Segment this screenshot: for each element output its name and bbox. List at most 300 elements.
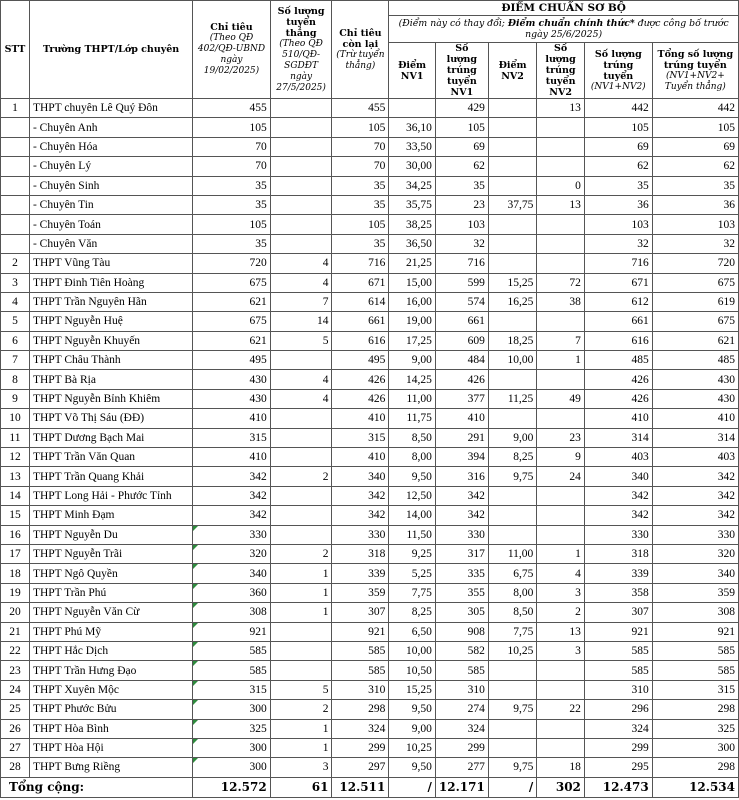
cell-nv12-count: 324 — [584, 719, 652, 738]
header-group-title: ĐIỂM CHUẨN SƠ BỘ — [389, 1, 739, 16]
cell-nv2-count: 0 — [537, 176, 585, 195]
cell-remain: 585 — [332, 641, 389, 660]
cell-quota: 675 — [193, 312, 270, 331]
cell-nv2-count — [537, 118, 585, 137]
cell-nv2-count — [537, 661, 585, 680]
cell-remain: 614 — [332, 292, 389, 311]
cell-remain: 298 — [332, 700, 389, 719]
cell-school-name: THPT Nguyễn Du — [29, 525, 192, 544]
cell-remain: 410 — [332, 409, 389, 428]
table-row — [1, 738, 739, 757]
cell-nv2-score: 7,75 — [488, 622, 536, 641]
cell-nv2-score — [488, 661, 536, 680]
cell-nv1-score: 9,50 — [389, 700, 436, 719]
cell-direct — [270, 661, 332, 680]
totals-direct: 61 — [270, 777, 332, 797]
cell-nv2-score — [488, 137, 536, 156]
cell-stt: 16 — [1, 525, 30, 544]
cell-school-name: - Chuyên Lý — [29, 157, 192, 176]
cell-school-name: THPT Dương Bạch Mai — [29, 428, 192, 447]
cell-direct: 7 — [270, 292, 332, 311]
cell-remain: 70 — [332, 137, 389, 156]
cell-nv2-score: 11,25 — [488, 389, 536, 408]
table-row — [1, 544, 739, 563]
cell-total-count: 675 — [652, 273, 738, 292]
cell-nv1-count: 310 — [435, 680, 488, 699]
cell-direct: 4 — [270, 254, 332, 273]
cell-total-count: 342 — [652, 486, 738, 505]
cell-nv12-count: 69 — [584, 137, 652, 156]
cell-direct: 4 — [270, 389, 332, 408]
cell-quota: 300 — [193, 700, 270, 719]
cell-nv2-count — [537, 234, 585, 253]
cell-school-name: THPT Trần Phú — [29, 583, 192, 602]
cell-nv2-score: 6,75 — [488, 564, 536, 583]
cell-nv1-count: 299 — [435, 738, 488, 757]
cell-nv12-count: 296 — [584, 700, 652, 719]
cell-direct: 2 — [270, 467, 332, 486]
cell-nv2-score: 16,25 — [488, 292, 536, 311]
table-row — [1, 680, 739, 699]
cell-stt — [1, 118, 30, 137]
table-row — [1, 370, 739, 389]
cell-nv1-count: 599 — [435, 273, 488, 292]
cell-remain: 410 — [332, 448, 389, 467]
cell-school-name: THPT Long Hải - Phước Tỉnh — [29, 486, 192, 505]
cell-school-name: THPT Trần Quang Khải — [29, 467, 192, 486]
cell-stt: 8 — [1, 370, 30, 389]
cell-direct — [270, 195, 332, 214]
cell-nv2-score — [488, 254, 536, 273]
note-suffix: được công bố trước ngày 25/6/2025) — [525, 18, 729, 40]
cell-nv1-score: 6,50 — [389, 622, 436, 641]
cell-nv2-count: 2 — [537, 603, 585, 622]
cell-nv12-count: 585 — [584, 641, 652, 660]
cell-remain: 359 — [332, 583, 389, 602]
cell-nv1-score: 35,75 — [389, 195, 436, 214]
cell-nv1-score: 34,25 — [389, 176, 436, 195]
cell-quota: 921 — [193, 622, 270, 641]
table-row — [1, 292, 739, 311]
table-row — [1, 428, 739, 447]
cell-direct: 2 — [270, 544, 332, 563]
cell-quota: 315 — [193, 680, 270, 699]
cell-total-count: 359 — [652, 583, 738, 602]
cell-nv1-score: 15,25 — [389, 680, 436, 699]
cell-quota: 35 — [193, 176, 270, 195]
cell-remain: 716 — [332, 254, 389, 273]
cell-nv2-count: 18 — [537, 758, 585, 777]
cell-nv2-score — [488, 486, 536, 505]
cell-nv1-count: 32 — [435, 234, 488, 253]
cell-school-name: THPT Ngô Quyền — [29, 564, 192, 583]
cell-nv2-count: 7 — [537, 331, 585, 350]
header-nv2-score: Điểm NV2 — [488, 43, 536, 99]
cell-quota: 35 — [193, 234, 270, 253]
totals-nv1c: 12.171 — [435, 777, 488, 797]
cell-nv2-score — [488, 312, 536, 331]
cell-school-name: THPT Trần Hưng Đạo — [29, 661, 192, 680]
header-quota-title: Chỉ tiêu — [210, 22, 253, 33]
cell-stt: 2 — [1, 254, 30, 273]
cell-direct — [270, 99, 332, 118]
cell-direct: 14 — [270, 312, 332, 331]
cell-school-name: THPT Phước Bửu — [29, 700, 192, 719]
cell-nv12-count: 671 — [584, 273, 652, 292]
cell-nv1-score: 9,50 — [389, 467, 436, 486]
cell-total-count: 298 — [652, 758, 738, 777]
table-row — [1, 603, 739, 622]
cell-school-name: THPT Nguyễn Huệ — [29, 312, 192, 331]
cell-direct: 4 — [270, 273, 332, 292]
cell-nv1-count: 410 — [435, 409, 488, 428]
cell-nv1-count: 582 — [435, 641, 488, 660]
cell-total-count: 36 — [652, 195, 738, 214]
cell-nv12-count: 442 — [584, 99, 652, 118]
cell-nv1-score: 12,50 — [389, 486, 436, 505]
cell-nv12-count: 318 — [584, 544, 652, 563]
cell-nv2-score — [488, 370, 536, 389]
cell-total-count: 32 — [652, 234, 738, 253]
cell-direct — [270, 448, 332, 467]
cell-total-count: 62 — [652, 157, 738, 176]
cell-nv1-score: 16,00 — [389, 292, 436, 311]
cell-nv1-score: 10,50 — [389, 661, 436, 680]
totals-row — [1, 777, 739, 797]
cell-direct: 1 — [270, 583, 332, 602]
cell-nv1-count: 277 — [435, 758, 488, 777]
cell-nv1-score: 8,25 — [389, 603, 436, 622]
cell-nv12-count: 340 — [584, 467, 652, 486]
cell-nv2-score: 9,75 — [488, 700, 536, 719]
cell-quota: 495 — [193, 351, 270, 370]
cell-quota: 70 — [193, 137, 270, 156]
header-total-sub: (NV1+NV2+ Tuyển thẳng) — [664, 70, 726, 92]
cell-quota: 325 — [193, 719, 270, 738]
cell-total-count: 675 — [652, 312, 738, 331]
table-row — [1, 700, 739, 719]
cell-school-name: THPT Minh Đạm — [29, 506, 192, 525]
cell-school-name: THPT Bưng Riềng — [29, 758, 192, 777]
cell-nv12-count: 295 — [584, 758, 652, 777]
cell-quota: 720 — [193, 254, 270, 273]
cell-remain: 585 — [332, 661, 389, 680]
cell-nv2-count — [537, 370, 585, 389]
cell-nv2-score — [488, 176, 536, 195]
cell-direct — [270, 622, 332, 641]
cell-nv1-count: 274 — [435, 700, 488, 719]
header-direct-sub: (Theo QĐ 510/QĐ-SGDĐT ngày 27/5/2025) — [276, 38, 326, 93]
header-nv1-count: Số lượng trúng tuyển NV1 — [435, 43, 488, 99]
cell-nv12-count: 307 — [584, 603, 652, 622]
cell-remain: 426 — [332, 370, 389, 389]
header-remain-title: Chỉ tiêu còn lại — [339, 27, 382, 50]
header-remain-sub: (Trừ tuyển thẳng) — [336, 49, 385, 71]
cell-nv1-count: 426 — [435, 370, 488, 389]
cell-nv1-score: 5,25 — [389, 564, 436, 583]
cell-nv12-count: 35 — [584, 176, 652, 195]
cell-nv1-count: 23 — [435, 195, 488, 214]
table-row — [1, 409, 739, 428]
cell-total-count: 35 — [652, 176, 738, 195]
table-row — [1, 486, 739, 505]
cell-quota: 360 — [193, 583, 270, 602]
cell-nv1-score: 11,75 — [389, 409, 436, 428]
cell-total-count: 621 — [652, 331, 738, 350]
table-row — [1, 157, 739, 176]
table-row — [1, 312, 739, 331]
cell-total-count: 442 — [652, 99, 738, 118]
cell-direct — [270, 137, 332, 156]
cell-stt: 23 — [1, 661, 30, 680]
table-row — [1, 195, 739, 214]
cell-total-count: 308 — [652, 603, 738, 622]
cell-nv12-count: 330 — [584, 525, 652, 544]
cell-quota: 70 — [193, 157, 270, 176]
cell-total-count: 485 — [652, 351, 738, 370]
cell-remain: 671 — [332, 273, 389, 292]
cell-nv1-count: 324 — [435, 719, 488, 738]
cell-direct: 2 — [270, 700, 332, 719]
cell-quota: 430 — [193, 370, 270, 389]
cell-nv2-score — [488, 118, 536, 137]
table-row — [1, 273, 739, 292]
cell-remain: 297 — [332, 758, 389, 777]
cell-nv2-score — [488, 738, 536, 757]
cell-total-count: 314 — [652, 428, 738, 447]
cell-nv2-score — [488, 99, 536, 118]
cell-nv1-count: 69 — [435, 137, 488, 156]
cell-direct — [270, 176, 332, 195]
totals-nv1: / — [389, 777, 436, 797]
cell-stt: 28 — [1, 758, 30, 777]
cell-nv12-count: 339 — [584, 564, 652, 583]
cell-nv1-count: 342 — [435, 486, 488, 505]
cell-stt: 24 — [1, 680, 30, 699]
cell-direct: 1 — [270, 738, 332, 757]
cell-school-name: - Chuyên Toán — [29, 215, 192, 234]
cell-nv2-score: 9,00 — [488, 428, 536, 447]
cell-nv2-score: 18,25 — [488, 331, 536, 350]
table-row — [1, 331, 739, 350]
cell-stt: 18 — [1, 564, 30, 583]
cell-direct — [270, 215, 332, 234]
totals-quota: 12.572 — [193, 777, 270, 797]
cell-nv12-count: 426 — [584, 389, 652, 408]
cell-school-name: THPT Hắc Dịch — [29, 641, 192, 660]
cell-nv2-score: 9,75 — [488, 467, 536, 486]
cell-total-count: 325 — [652, 719, 738, 738]
cell-nv12-count: 403 — [584, 448, 652, 467]
cell-nv1-count: 103 — [435, 215, 488, 234]
cell-nv2-count: 49 — [537, 389, 585, 408]
cell-school-name: THPT Xuyên Mộc — [29, 680, 192, 699]
cell-school-name: THPT Nguyễn Khuyến — [29, 331, 192, 350]
cell-remain: 105 — [332, 215, 389, 234]
cell-nv2-score — [488, 234, 536, 253]
cell-nv2-score — [488, 719, 536, 738]
cell-stt: 19 — [1, 583, 30, 602]
cell-nv2-score: 11,00 — [488, 544, 536, 563]
cell-total-count: 103 — [652, 215, 738, 234]
cell-stt: 4 — [1, 292, 30, 311]
cell-quota: 585 — [193, 661, 270, 680]
cell-quota: 621 — [193, 331, 270, 350]
cell-school-name: THPT Đinh Tiên Hoàng — [29, 273, 192, 292]
cell-stt: 20 — [1, 603, 30, 622]
cell-remain: 455 — [332, 99, 389, 118]
cell-nv2-score: 15,25 — [488, 273, 536, 292]
cell-nv12-count: 921 — [584, 622, 652, 641]
cell-quota: 320 — [193, 544, 270, 563]
table-row — [1, 389, 739, 408]
cell-total-count: 585 — [652, 641, 738, 660]
cell-nv1-score: 36,10 — [389, 118, 436, 137]
cell-total-count: 585 — [652, 661, 738, 680]
cell-total-count: 320 — [652, 544, 738, 563]
cell-stt: 25 — [1, 700, 30, 719]
cell-nv12-count: 310 — [584, 680, 652, 699]
cell-quota: 585 — [193, 641, 270, 660]
cell-stt: 17 — [1, 544, 30, 563]
cell-nv12-count: 612 — [584, 292, 652, 311]
header-nv12 — [584, 43, 652, 99]
cell-remain: 35 — [332, 176, 389, 195]
cell-nv2-count: 24 — [537, 467, 585, 486]
cell-nv12-count: 36 — [584, 195, 652, 214]
cell-total-count: 315 — [652, 680, 738, 699]
cell-nv2-count: 3 — [537, 641, 585, 660]
cell-remain: 299 — [332, 738, 389, 757]
cell-school-name: THPT Vũng Tàu — [29, 254, 192, 273]
cell-nv2-count — [537, 680, 585, 699]
cell-remain: 70 — [332, 157, 389, 176]
table-row — [1, 99, 739, 118]
cell-nv1-count: 716 — [435, 254, 488, 273]
cell-total-count: 430 — [652, 389, 738, 408]
totals-label: Tổng cộng: — [1, 777, 193, 797]
cell-nv1-score: 9,25 — [389, 544, 436, 563]
totals-total: 12.534 — [652, 777, 738, 797]
cell-quota: 340 — [193, 564, 270, 583]
cell-stt: 22 — [1, 641, 30, 660]
cell-stt: 7 — [1, 351, 30, 370]
cell-nv2-count — [537, 409, 585, 428]
cell-total-count: 300 — [652, 738, 738, 757]
cell-nv2-score: 8,50 — [488, 603, 536, 622]
cell-nv12-count: 358 — [584, 583, 652, 602]
cell-nv1-score: 19,00 — [389, 312, 436, 331]
cell-nv2-score: 37,75 — [488, 195, 536, 214]
cell-school-name: - Chuyên Tin — [29, 195, 192, 214]
cell-nv2-count: 9 — [537, 448, 585, 467]
cell-stt — [1, 157, 30, 176]
table-row — [1, 118, 739, 137]
table-row — [1, 622, 739, 641]
cell-nv2-count — [537, 719, 585, 738]
cell-nv1-score — [389, 99, 436, 118]
table-row — [1, 176, 739, 195]
cell-nv1-count: 355 — [435, 583, 488, 602]
cell-nv2-count — [537, 215, 585, 234]
cell-nv1-count: 291 — [435, 428, 488, 447]
header-nv1-score: Điểm NV1 — [389, 43, 436, 99]
cell-school-name: - Chuyên Sinh — [29, 176, 192, 195]
cell-school-name: THPT Trần Văn Quan — [29, 448, 192, 467]
cell-direct: 5 — [270, 331, 332, 350]
cell-school-name: THPT Châu Thành — [29, 351, 192, 370]
cell-nv1-score: 9,00 — [389, 351, 436, 370]
cell-stt: 9 — [1, 389, 30, 408]
cell-nv12-count: 105 — [584, 118, 652, 137]
cell-direct — [270, 118, 332, 137]
cell-remain: 426 — [332, 389, 389, 408]
cell-nv1-count: 429 — [435, 99, 488, 118]
header-nv2-count: Số lượng trúng tuyển NV2 — [537, 43, 585, 99]
cell-nv2-count: 3 — [537, 583, 585, 602]
table-body — [1, 99, 739, 778]
cell-nv1-count: 35 — [435, 176, 488, 195]
cell-total-count: 410 — [652, 409, 738, 428]
cell-remain: 342 — [332, 506, 389, 525]
cell-nv1-score: 30,00 — [389, 157, 436, 176]
cell-remain: 340 — [332, 467, 389, 486]
header-quota — [193, 1, 270, 99]
cell-school-name: THPT Bà Rịa — [29, 370, 192, 389]
cell-stt: 1 — [1, 99, 30, 118]
cell-nv1-score: 17,25 — [389, 331, 436, 350]
cell-nv2-count — [537, 486, 585, 505]
cell-school-name: - Chuyên Văn — [29, 234, 192, 253]
table-row — [1, 758, 739, 777]
cell-quota: 675 — [193, 273, 270, 292]
cell-nv1-score: 9,00 — [389, 719, 436, 738]
cell-nv2-score — [488, 215, 536, 234]
cell-nv1-count: 484 — [435, 351, 488, 370]
cell-nv2-count: 1 — [537, 544, 585, 563]
cell-nv1-score: 8,00 — [389, 448, 436, 467]
cell-school-name: THPT Võ Thị Sáu (ĐĐ) — [29, 409, 192, 428]
table-row — [1, 525, 739, 544]
cell-school-name: THPT Nguyễn Bỉnh Khiêm — [29, 389, 192, 408]
cell-direct: 3 — [270, 758, 332, 777]
cell-quota: 410 — [193, 448, 270, 467]
cell-remain: 495 — [332, 351, 389, 370]
cell-nv1-count: 330 — [435, 525, 488, 544]
cell-stt: 13 — [1, 467, 30, 486]
cell-nv1-count: 574 — [435, 292, 488, 311]
cell-total-count: 105 — [652, 118, 738, 137]
cell-nv2-score: 10,25 — [488, 641, 536, 660]
cell-nv1-count: 394 — [435, 448, 488, 467]
cell-nv2-count: 38 — [537, 292, 585, 311]
cell-quota: 342 — [193, 506, 270, 525]
header-direct-title: Số lượng tuyển thẳng — [277, 5, 325, 39]
cell-remain: 616 — [332, 331, 389, 350]
cell-school-name: THPT Hòa Hội — [29, 738, 192, 757]
cell-total-count: 720 — [652, 254, 738, 273]
cell-stt: 11 — [1, 428, 30, 447]
cell-nv2-score — [488, 525, 536, 544]
cell-nv1-count: 316 — [435, 467, 488, 486]
table-row — [1, 467, 739, 486]
cell-nv2-score — [488, 506, 536, 525]
header-direct — [270, 1, 332, 99]
cell-total-count: 342 — [652, 467, 738, 486]
cell-total-count: 921 — [652, 622, 738, 641]
cell-school-name: THPT Nguyễn Văn Cừ — [29, 603, 192, 622]
cell-stt: 26 — [1, 719, 30, 738]
